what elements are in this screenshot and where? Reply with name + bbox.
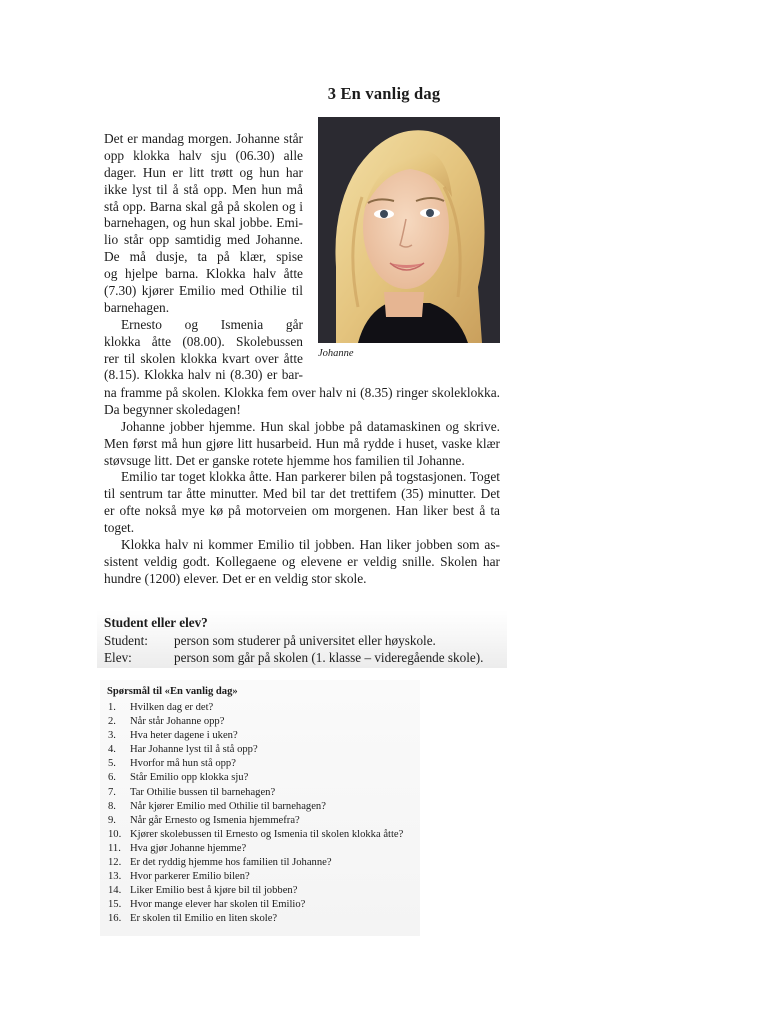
story-line: (7.30) kjører Emilio med Othilie til (104, 283, 303, 299)
story-line: toget. (104, 520, 135, 536)
story-line: (8.15). Klokka halv ni (8.30) er bar- (104, 367, 303, 383)
question-item (108, 701, 403, 715)
question-text: Hvilken dag er det? (130, 702, 214, 713)
johanne-portrait-image (318, 117, 500, 343)
story-line: støvsuge litt. Det er ganske rotete hjemme hos familien til Johanne. (104, 452, 465, 468)
question-number: 13. (108, 871, 122, 883)
question-item (108, 715, 403, 729)
question-text: Tar Othilie bussen til barnehagen? (130, 786, 276, 798)
question-number: 8. (108, 800, 116, 812)
portrait-illustration (318, 117, 500, 343)
glossary-term: Student: (104, 633, 148, 648)
question-item (108, 771, 403, 785)
story-line: De må dusje, ta på klær, spise (104, 249, 303, 265)
question-number: 3. (108, 730, 116, 742)
story-line: barnehagen, og hun skal jobbe. Emi- (104, 215, 303, 231)
question-item (108, 757, 403, 771)
story-line: Da begynner skoledagen! (104, 401, 241, 417)
story-line: Johanne jobber hjemme. Hun skal jobbe på datamaskinen og skrive. (121, 418, 500, 434)
question-number: 16. (108, 913, 122, 925)
story-line: lio står opp samtidig med Johanne. (104, 232, 303, 248)
question-item (108, 814, 403, 828)
question-text: Når går Ernesto og Ismenia hjemmefra? (130, 814, 300, 826)
question-item (108, 884, 403, 898)
story-line: Emilio tar toget klokka åtte. Han parkerer bilen på togstasjonen. Toget (121, 469, 500, 485)
question-number: 1. (108, 702, 116, 713)
question-number: 15. (108, 899, 122, 911)
question-item (108, 743, 403, 757)
question-number: 14. (108, 885, 122, 897)
question-text: Liker Emilio best å kjøre bil til jobben? (130, 885, 298, 897)
question-item (108, 786, 403, 800)
story-column-text (104, 131, 303, 384)
story-line: klokka åtte (08.00). Skolebussen (104, 333, 303, 349)
question-text: Hva heter dagene i uken? (130, 730, 238, 742)
glossary-title: Student eller elev? (104, 615, 208, 630)
glossary-term: Elev: (104, 650, 132, 665)
story-line: til sentrum tar åtte minutter. Med bil tar det trettifem (35) minutter. Det (104, 486, 500, 502)
story-line: opp klokka halv sju (06.30) alle (104, 147, 303, 163)
question-number: 11. (108, 842, 121, 854)
story-line: Det er mandag morgen. Johanne står (104, 131, 303, 146)
story-line: Klokka halv ni kommer Emilio til jobben. Han liker jobben som as- (121, 537, 500, 553)
question-number: 6. (108, 772, 116, 784)
story-full-width-text (104, 385, 500, 588)
question-text: Hva gjør Johanne hjemme? (130, 842, 247, 854)
story-line: stå opp. Barna skal gå på skolen og i (104, 198, 303, 214)
question-item (108, 800, 403, 814)
question-item (108, 898, 403, 912)
question-item (108, 912, 403, 926)
question-text: Hvorfor må hun stå opp? (130, 758, 236, 770)
question-item (108, 729, 403, 743)
story-line: Men først må hun gjøre litt husarbeid. Hun må rydde i huset, vaske klær (104, 435, 500, 451)
question-number: 10. (108, 828, 122, 840)
story-line: og hjelpe barna. Klokka halv åtte (104, 266, 303, 282)
question-text: Er det ryddig hjemme hos familien til Johanne? (130, 857, 332, 869)
question-number: 2. (108, 716, 116, 728)
question-text: Når kjører Emilio med Othilie til barnehagen? (130, 800, 326, 812)
story-line: hundre (1200) elever. Det er en veldig stor skole. (104, 570, 367, 586)
story-line: Ernesto og Ismenia går (121, 316, 303, 332)
story-line: dager. Hun er litt trøtt og hun har (104, 164, 303, 180)
story-line: er ofte nokså mye kø på motorveien om morgenen. Han liker best å ta (104, 503, 500, 519)
questions-title: Spørsmål til «En vanlig dag» (107, 686, 238, 697)
story-line: ikke lyst til å stå opp. Men hun må (104, 181, 303, 197)
glossary-definition: person som går på skolen (1. klasse – videregående skole). (174, 650, 484, 665)
story-line: na framme på skolen. Klokka fem over halv ni (8.35) ringer skoleklokka. (104, 385, 500, 400)
question-text: Hvor mange elever har skolen til Emilio? (130, 899, 306, 911)
questions-list (108, 701, 403, 927)
story-line: barnehagen. (104, 299, 170, 315)
question-number: 7. (108, 786, 116, 798)
story-line: rer til skolen klokka kvart over åtte (104, 350, 303, 366)
page-title: 3 En vanlig dag (327, 84, 441, 103)
portrait-caption: Johanne (318, 348, 354, 359)
story-line: sistent veldig godt. Kollegaene og elevene er veldig snille. Skolen har (104, 553, 500, 569)
glossary-definition: person som studerer på universitet eller høyskole. (174, 633, 436, 648)
question-number: 5. (108, 758, 116, 770)
question-item (108, 856, 403, 870)
question-item (108, 842, 403, 856)
question-text: Hvor parkerer Emilio bilen? (130, 871, 250, 883)
question-item (108, 828, 403, 842)
question-text: Er skolen til Emilio en liten skole? (130, 913, 278, 925)
question-text: Har Johanne lyst til å stå opp? (130, 744, 258, 756)
question-text: Når står Johanne opp? (130, 716, 225, 728)
question-text: Står Emilio opp klokka sju? (130, 772, 249, 784)
question-item (108, 870, 403, 884)
question-text: Kjører skolebussen til Ernesto og Ismenia til skolen klokka åtte? (130, 828, 404, 840)
question-number: 4. (108, 744, 116, 756)
question-number: 12. (108, 857, 122, 869)
question-number: 9. (108, 814, 116, 826)
